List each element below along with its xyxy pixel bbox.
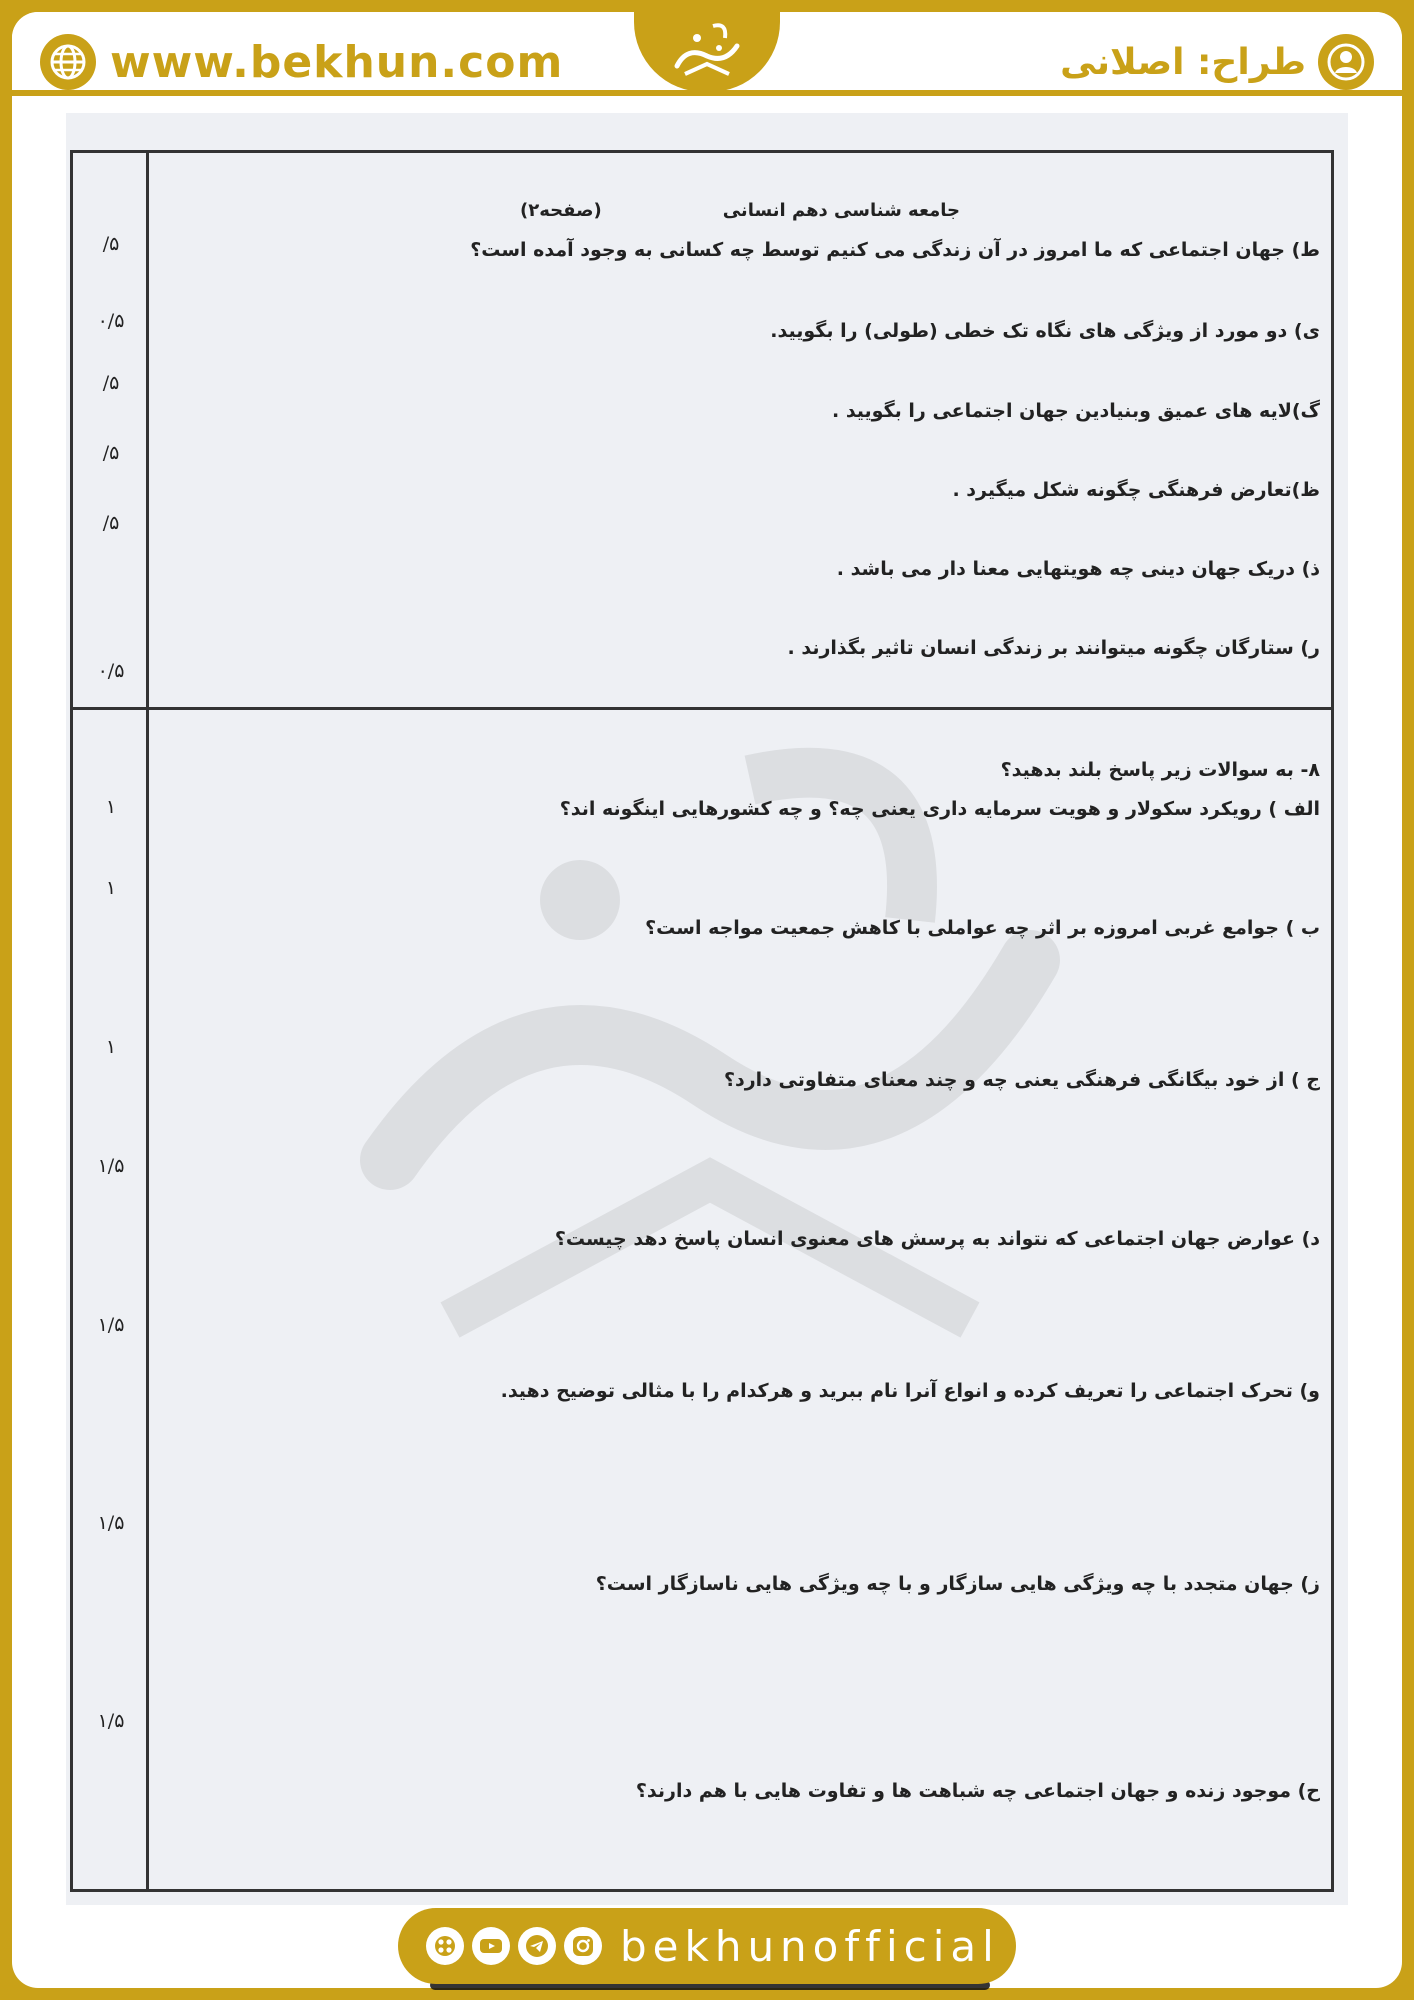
section-divider bbox=[146, 707, 1334, 710]
question-item: ط) جهان اجتماعی که ما امروز در آن زندگی می کنیم توسط چه کسانی به وجود آمده است؟ bbox=[470, 239, 1320, 261]
question-item: ج ) از خود بیگانگی فرهنگی یعنی چه و چند معنای متفاوتی دارد؟ bbox=[723, 1069, 1320, 1091]
designer-credit bbox=[1060, 34, 1374, 90]
score-column-divider bbox=[146, 150, 149, 1892]
paper-title bbox=[520, 200, 960, 221]
header-divider bbox=[12, 90, 1402, 96]
user-icon bbox=[1318, 34, 1374, 90]
question-item: ی) دو مورد از ویژگی های نگاه تک خطی (طولی) را بگویید. bbox=[770, 320, 1320, 342]
question-item: ذ) دریک جهان دینی چه هویتهایی معنا دار می باشد . bbox=[836, 558, 1320, 580]
question-item: ح) موجود زنده و جهان اجتماعی چه شباهت ها و تفاوت هایی با هم دارند؟ bbox=[635, 1780, 1320, 1802]
question-item: د) عوارض جهان اجتماعی که نتواند به پرسش های معنوی انسان پاسخ دهد چیست؟ bbox=[554, 1228, 1320, 1250]
designer-name: طراح: اصلانی bbox=[1060, 41, 1306, 83]
score-section-divider bbox=[70, 707, 149, 710]
question-item: ب ) جوامع غربی امروزه بر اثر چه عواملی با کاهش جمعیت مواجه است؟ bbox=[645, 917, 1320, 939]
social-handle[interactable]: bekhunofficial bbox=[620, 1921, 1000, 1971]
telegram-icon[interactable] bbox=[518, 1927, 556, 1965]
question-item: گ)لایه های عمیق وبنیادین جهان اجتماعی را بگویید . bbox=[831, 400, 1320, 422]
section-heading: ۸- به سوالات زیر پاسخ بلند بدهید؟ bbox=[1000, 759, 1320, 781]
question-score: ۰/۵ bbox=[97, 660, 125, 682]
question-score: ۱/۵ bbox=[97, 1314, 125, 1336]
question-score: ۱/۵ bbox=[97, 1155, 125, 1177]
social-bar bbox=[398, 1908, 1016, 1984]
question-item: ظ)تعارض فرهنگی چگونه شکل میگیرد . bbox=[952, 479, 1320, 501]
instagram-icon[interactable] bbox=[564, 1927, 602, 1965]
question-score: ۱ bbox=[105, 877, 117, 899]
page-number: (صفحه۲) bbox=[520, 200, 602, 221]
question-item: و) تحرک اجتماعی را تعریف کرده و انواع آنرا نام ببرید و هرکدام را با مثالی توضیح دهید. bbox=[500, 1380, 1320, 1402]
site-link[interactable] bbox=[40, 34, 563, 90]
question-score: /۵ bbox=[102, 442, 120, 464]
aparat-icon[interactable] bbox=[426, 1927, 464, 1965]
question-score: ۱/۵ bbox=[97, 1710, 125, 1732]
site-url[interactable]: www.bekhun.com bbox=[110, 36, 564, 88]
youtube-icon[interactable] bbox=[472, 1927, 510, 1965]
question-score: ۱ bbox=[105, 796, 117, 818]
exam-title: جامعه شناسی دهم انسانی bbox=[722, 200, 960, 221]
question-item: الف ) رویکرد سکولار و هویت سرمایه داری یعنی چه؟ و چه کشورهایی اینگونه اند؟ bbox=[559, 798, 1320, 820]
question-item: ز) جهان متجدد با چه ویژگی هایی سازگار و با چه ویژگی هایی ناسازگار است؟ bbox=[595, 1573, 1320, 1595]
question-score: /۵ bbox=[102, 233, 120, 255]
question-score: ۰/۵ bbox=[97, 310, 125, 332]
question-score: /۵ bbox=[102, 372, 120, 394]
question-score: ۱/۵ bbox=[97, 1512, 125, 1534]
globe-icon bbox=[40, 34, 96, 90]
question-item: ر) ستارگان چگونه میتوانند بر زندگی انسان تاثیر بگذارند . bbox=[787, 637, 1320, 659]
question-score: ۱ bbox=[105, 1036, 117, 1058]
question-score: /۵ bbox=[102, 512, 120, 534]
